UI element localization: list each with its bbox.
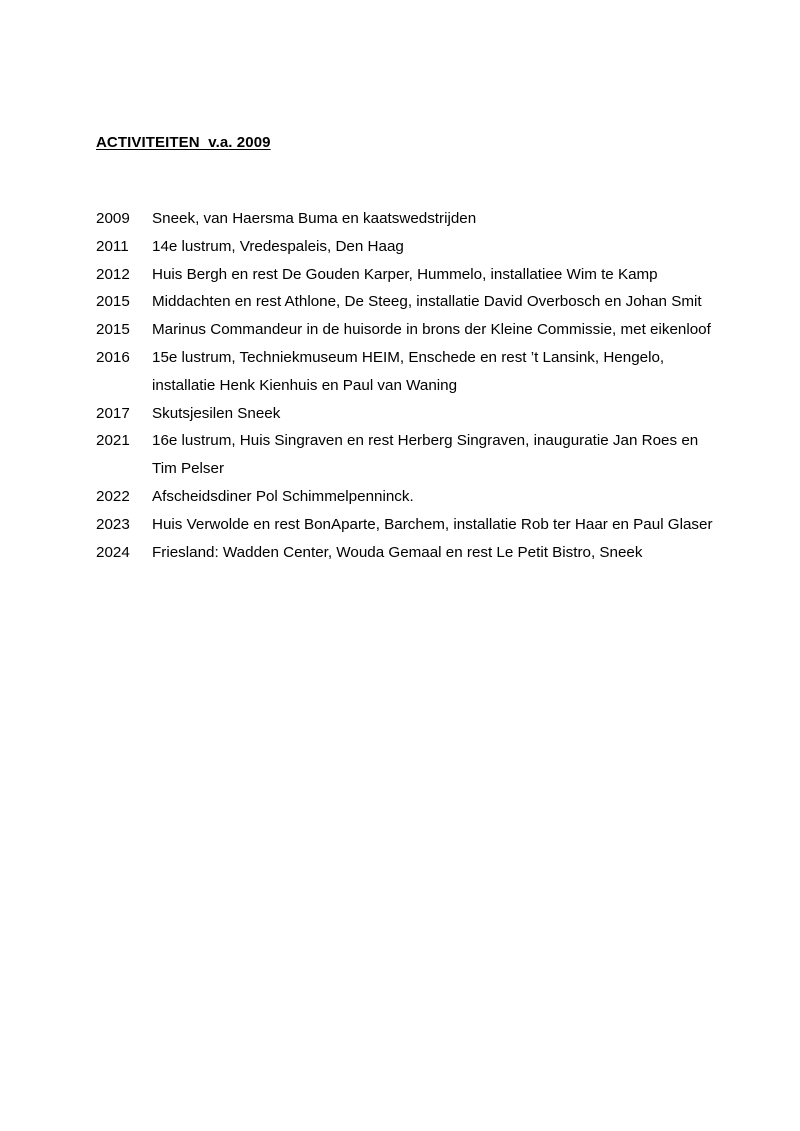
- entry-text: Skutsjesilen Sneek: [152, 404, 281, 422]
- entry-text: Sneek, van Haersma Buma en kaatswedstrijden: [152, 210, 477, 227]
- list-item: [96, 233, 716, 261]
- entry-text: Marinus Commandeur in de huisorde in brons der Kleine Commissie, met eikenloof: [152, 321, 711, 339]
- entry-year: 2017: [96, 404, 130, 422]
- list-item: [96, 400, 716, 428]
- list-item: [96, 288, 716, 316]
- entry-text: Huis Bergh en rest De Gouden Karper, Hummelo, installatiee Wim te Kamp: [152, 265, 658, 283]
- entry-text: 15e lustrum, Techniekmuseum HEIM, Enschede en rest ’t Lansink, Hengelo, installatie Henk Kienhuis en Paul van Waning: [152, 348, 665, 394]
- entry-year: 2023: [96, 515, 130, 533]
- entry-year: 2021: [96, 432, 130, 450]
- list-item: [96, 483, 716, 511]
- entry-text: Afscheidsdiner Pol Schimmelpenninck.: [152, 487, 414, 505]
- entry-text: Huis Verwolde en rest BonAparte, Barchem, installatie Rob ter Haar en Paul Glaser: [152, 515, 713, 533]
- list-item: [96, 539, 716, 567]
- entry-year: 2015: [96, 293, 130, 311]
- entry-year: 2009: [96, 210, 130, 227]
- entry-text: 14e lustrum, Vredespaleis, Den Haag: [152, 237, 404, 255]
- entry-year: 2024: [96, 543, 130, 561]
- entry-year: 2022: [96, 487, 130, 505]
- entry-year: 2012: [96, 265, 130, 283]
- entry-year: 2016: [96, 348, 130, 366]
- entry-year: 2015: [96, 321, 130, 339]
- list-item: [96, 316, 716, 344]
- entry-text: Friesland: Wadden Center, Wouda Gemaal en rest Le Petit Bistro, Sneek: [152, 543, 643, 561]
- list-item: [96, 427, 716, 483]
- entry-year: 2011: [96, 237, 129, 255]
- entry-text: Middachten en rest Athlone, De Steeg, installatie David Overbosch en Johan Smit: [152, 293, 702, 311]
- page-title: ACTIVITEITEN v.a. 2009: [96, 134, 271, 151]
- entry-text: 16e lustrum, Huis Singraven en rest Herberg Singraven, inauguratie Jan Roes en Tim Pelser: [152, 432, 699, 478]
- list-item: [96, 511, 716, 539]
- list-item: [96, 205, 716, 233]
- list-item: [96, 261, 716, 289]
- activity-list: [96, 205, 716, 566]
- list-item: [96, 344, 716, 400]
